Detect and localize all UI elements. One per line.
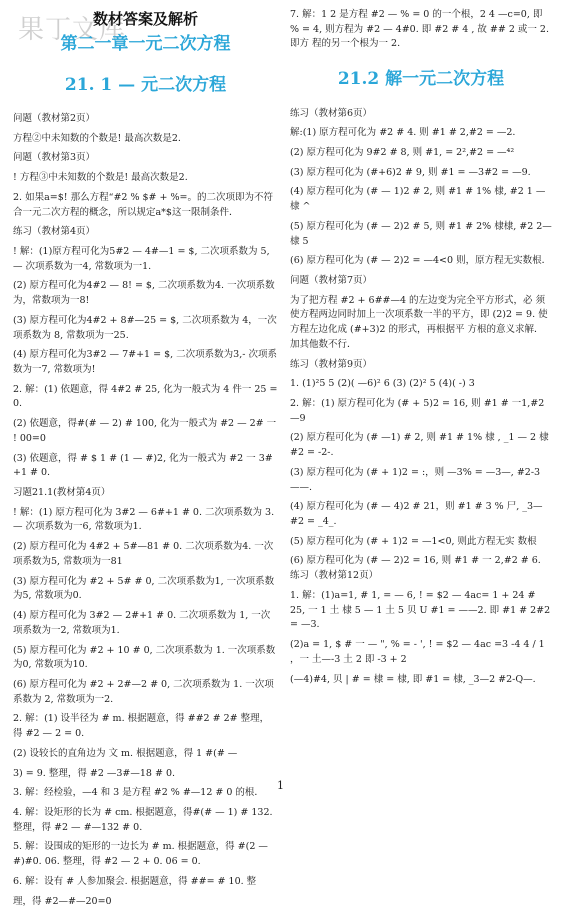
paragraph: (—4)#4, 贝 | # = 棣 = 棣, 即 #1 = 棣, _3—2 #2-Q—. bbox=[290, 673, 536, 685]
paragraph: (4) 原方程可化为 (# — 4)2 # 21，则 #1 # 3 % 尸, _3— #2 = _4_. bbox=[290, 501, 543, 528]
paragraph: 3. 解：经检验，—4 和 3 是方程 #2 % #—12 # 0 的根． bbox=[13, 787, 264, 799]
paragraph: (4) 原方程可化为 3#2 — 2#+1 # 0. 二次项系数为 1, 一次项系数为一2, 常数项为1. bbox=[13, 610, 271, 636]
right-column bbox=[290, 0, 552, 692]
paragraph: (6) 原方程可化为 (# — 2)2 = —4<0 则，原方程无实数根． bbox=[290, 255, 552, 267]
section-title-21-1: 21. 1 — 元二次方程 bbox=[64, 74, 227, 95]
paragraph: 2. 解：(1) 原方程可化为 (# + 5)2 = 16, 则 #1 # 一1,#2—9 bbox=[290, 398, 545, 424]
paragraph: (2) 原方程可化为4#2 — 8! = $, 二次项系数为4. 一次项系数为，常数项为一8! bbox=[13, 280, 275, 307]
paragraph: (2) 设较长的直角边为 文 m. 根据题意，得 1 #(# — bbox=[13, 747, 238, 759]
paragraph: 6. 解：设有 # 人参加聚会. 根据题意，得 ##= # 10. 整 bbox=[13, 875, 257, 887]
paragraph: (6) 原方程可化为 #2 + 2#—2 # 0, 二次项系数为 1. 一次项系数为 2, 常数项为一2. bbox=[13, 678, 274, 705]
right-middle-body bbox=[290, 107, 552, 688]
paragraph: 1. (1)²5 5 (2)( —6)² 6 (3) (2)² 5 (4)( -) 3 bbox=[290, 378, 475, 390]
paragraph: (2) 原方程可化为 4#2 + 5#—81 # 0. 二次项系数为4. 一次项系数为5, 常数项为一81 bbox=[13, 541, 274, 567]
paragraph: (4) 原方程可化为3#2 — 7#+1 = $, 二次项系数为3,- 次项系数为一7, 常数项为! bbox=[13, 349, 277, 375]
paragraph: 5. 解：设围成的矩形的一边长为 # m. 根据题意，得 #(2 — #)#0. 06. 整理，得 #2 — 2 + 0. 06 = 0. bbox=[13, 841, 268, 868]
paragraph: (6) 原方程可化为 (# — 2)2 = 16, 则 #1 # 一 2,#2 # 6. 练习（教材第12页） bbox=[290, 555, 541, 582]
paragraph: 解:(1) 原方程可化为 #2 # 4. 则 #1 # 2,#2 = —2. bbox=[290, 127, 516, 139]
paragraph: 练习（教材第6页） bbox=[290, 107, 373, 119]
paragraph: 为了把方程 #2 + 6##—4 的左边变为完全平方形式，必 须使方程两边同时加上一次项系数一半的平方，即 (2)2 = 9. 使方程左边化成 (#+3)2 的形式，再根据平 方根的意义求解．加其他数不行． bbox=[290, 294, 548, 350]
paragraph: (2) 原方程可化为 (# —1) # 2, 则 #1 # 1% 棣 , _1 — 2 棣 #2 = -2-. bbox=[290, 432, 549, 459]
paragraph: (2) 原方程可化为 9#2 # 8, 则 #1, = 2²,#2 = —⁴² bbox=[290, 146, 515, 158]
paragraph: 习题21.1(教材第4页） bbox=[13, 487, 111, 499]
paragraph: 2. 解：(1) 设半径为 # m. 根据题意，得 ##2 # 2# 整理，得 #2 — 2 = 0. bbox=[13, 713, 270, 740]
document-title: 数材答案及解析 bbox=[92, 10, 198, 28]
paragraph: (3) 原方程可化为 #2 + 5# # 0, 二次项系数为1, 一次项系数为5, 常数项为0. bbox=[13, 575, 275, 602]
paragraph: 问题（教材第3页） bbox=[13, 152, 96, 164]
paragraph: (5) 原方程可化为 #2 + 10 # 0, 二次项系数为 1. 一次项系数为0, 常数项为10. bbox=[13, 644, 276, 671]
section-title-21-2: 21.2 解一元二次方程 bbox=[337, 69, 505, 90]
paragraph: (3) 原方程可化为 (#+6)2 # 9, 则 #1 = —3#2 = —9. bbox=[290, 166, 531, 178]
paragraph: 1. 解：(1)a=1, # 1, = — 6, ! = $2 — 4ac= 1 + 24 # 25, 一 1 土 棣 5 — 1 土 5 贝 U #1 = ——2. 即 #1 # 2#2 = —3. bbox=[290, 589, 551, 631]
paragraph: (2)a = 1, $ # 一 — ", % = - ', ! = $2 — 4ac =3 -4 4 / 1 ，一 土—-3 土 2 即 -3 + 2 bbox=[290, 639, 545, 665]
chapter-title: 第二一章一元二次方程 bbox=[60, 34, 231, 55]
page-number: 1 bbox=[277, 779, 284, 792]
paragraph: 理，得 #2—#—20=0 bbox=[13, 895, 112, 907]
paragraph: 2. 如果a=$! 那么方程“#2 % $# + %=。的二次项即为不符合一元二次方程的概念，所以规定a*$这一限制条件． bbox=[13, 191, 274, 218]
paragraph: 问题（教材第7页） bbox=[290, 274, 373, 286]
paragraph: ! 解：(1)原方程可化为5#2 — 4#—1 = $, 二次项系数为 5,— 次项系数为一4, 常数项为一1. bbox=[13, 245, 270, 272]
paragraph: 问题（教材第2页） bbox=[13, 112, 96, 124]
paragraph: 方程②中未知数的个数是! 最高次数是2. bbox=[13, 132, 181, 144]
paragraph: 3) = 9. 整理，得 #2 —3#—18 # 0. bbox=[13, 767, 176, 779]
paragraph: ! 解：(1) 原方程可化为 3#2 — 6#+1 # 0. 二次项系数为 3.— 次项系数为一6, 常数项为1. bbox=[13, 506, 275, 533]
paragraph: ! 方程③中未知数的个数是! 最高次数是2. bbox=[13, 172, 188, 184]
paragraph: 7. 解：1 2 是方程 #2 — % = 0 的一个根，2 4 —c=0, 即 % = 4, 则方程为 #2 — 4#0. 即 #2 # 4 , 故 ## 2 或一 2. 即方 程的另一个根为一 2. bbox=[290, 9, 549, 50]
paragraph: (2) 依题意，得#(# — 2) # 100, 化为一般式为 #2 — 2# 一 ! 00=0 bbox=[13, 418, 277, 444]
right-top-body bbox=[290, 8, 552, 52]
paragraph: (5) 原方程可化为 (# + 1)2 = —1<0, 则此方程无实 数根 bbox=[290, 535, 537, 547]
paragraph: (3) 原方程可化为4#2 + 8#—25 = $, 二次项系数为 4，一次项系数为 8, 常数项为一25. bbox=[13, 314, 277, 341]
paragraph: (3) 依题意，得 # $ 1 # (1 — #)2, 化为一般式为 #2 一 3# +1 # 0. bbox=[13, 452, 273, 479]
paragraph: (4) 原方程可化为 (# — 1)2 # 2, 则 #1 # 1% 棣, #2 1 — 棣 ^ bbox=[290, 186, 546, 213]
paragraph: (3) 原方程可化为 (# + 1)2 = :，则 —3% = —3—, #2-3——. bbox=[290, 466, 541, 493]
paragraph: 练习（教材第4页） bbox=[13, 226, 96, 238]
paragraph: 4. 解：设矩形的长为 # cm. 根据题意，得#(# — 1) # 132. 整理，得 #2 — #—132 # 0. bbox=[13, 806, 273, 833]
paragraph: 练习（教材第9页） bbox=[290, 358, 373, 370]
paragraph: (5) 原方程可化为 (# — 2)2 # 5, 则 #1 # 2% 棣棣, #2 2— 棣 5 bbox=[290, 220, 552, 247]
watermark: 果丁文库 bbox=[18, 15, 127, 45]
paragraph: 2. 解：(1) 依题意，得 4#2 # 25, 化为一般式为 4 件一 25 = 0. bbox=[13, 383, 278, 410]
